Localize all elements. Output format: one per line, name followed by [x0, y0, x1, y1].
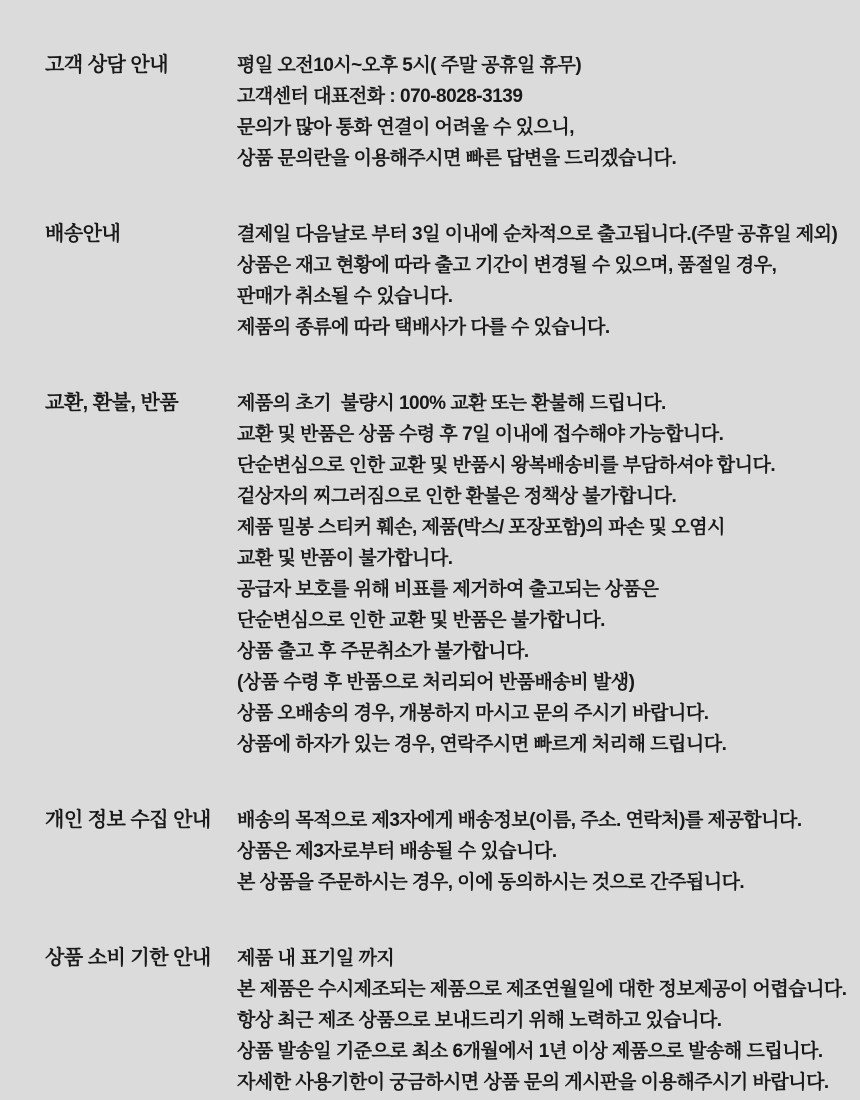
- section-text-line: 공급자 보호를 위해 비표를 제거하여 출고되는 상품은: [237, 579, 659, 600]
- section-text-line: 자세한 사용기한이 궁금하시면 상품 문의 게시판을 이용해주시기 바랍니다.: [237, 1072, 829, 1093]
- section-text-line: 겉상자의 찌그러짐으로 인한 환불은 정책상 불가합니다.: [237, 486, 677, 507]
- section-text-line: 결제일 다음날로 부터 3일 이내에 순차적으로 출고됩니다.(주말 공휴일 제외): [237, 224, 838, 245]
- section-label: 배송안내: [45, 223, 121, 245]
- section-text-line: 고객센터 대표전화 : 070-8028-3139: [237, 86, 523, 107]
- section-text-line: 상품 문의란을 이용해주시면 빠른 답변을 드리겠습니다.: [237, 148, 677, 169]
- section-text-line: 단순변심으로 인한 교환 및 반품은 불가합니다.: [237, 610, 605, 631]
- section-body: [237, 943, 860, 1098]
- notice-section: [45, 805, 860, 898]
- section-text-line: 본 상품을 주문하시는 경우, 이에 동의하시는 것으로 간주됩니다.: [237, 872, 745, 893]
- notice-sections: [45, 50, 860, 1098]
- notice-section: [45, 388, 860, 760]
- section-text-line: 항상 최근 제조 상품으로 보내드리기 위해 노력하고 있습니다.: [237, 1010, 722, 1031]
- section-text-line: 상품은 제3자로부터 배송될 수 있습니다.: [237, 841, 557, 862]
- section-text-line: 상품 출고 후 주문취소가 불가합니다.: [237, 641, 529, 662]
- section-text-line: 제품의 초기 불량시 100% 교환 또는 환불해 드립니다.: [237, 393, 666, 414]
- section-body: [237, 50, 860, 174]
- section-text-line: 교환 및 반품은 상품 수령 후 7일 이내에 접수해야 가능합니다.: [237, 424, 724, 445]
- section-body: [237, 388, 860, 760]
- section-text-line: 판매가 취소될 수 있습니다.: [237, 286, 453, 307]
- notice-section: [45, 943, 860, 1098]
- section-label: 고객 상담 안내: [45, 54, 169, 76]
- section-text-line: 평일 오전10시~오후 5시( 주말 공휴일 휴무): [237, 55, 582, 76]
- notice-section: [45, 50, 860, 174]
- section-text-line: 상품에 하자가 있는 경우, 연락주시면 빠르게 처리해 드립니다.: [237, 734, 727, 755]
- section-text-line: 교환 및 반품이 불가합니다.: [237, 548, 453, 569]
- section-text-line: 상품 발송일 기준으로 최소 6개월에서 1년 이상 제품으로 발송해 드립니다.: [237, 1041, 823, 1062]
- section-text-line: 상품은 재고 현황에 따라 출고 기간이 변경될 수 있으며, 품절일 경우,: [237, 255, 777, 276]
- section-text-line: 상품 오배송의 경우, 개봉하지 마시고 문의 주시기 바랍니다.: [237, 703, 709, 724]
- section-text-line: 제품의 종류에 따라 택배사가 다를 수 있습니다.: [237, 317, 610, 338]
- section-text-line: 단순변심으로 인한 교환 및 반품시 왕복배송비를 부담하셔야 합니다.: [237, 455, 776, 476]
- section-text-line: 본 제품은 수시제조되는 제품으로 제조연월일에 대한 정보제공이 어렵습니다.: [237, 979, 847, 1000]
- section-label: 상품 소비 기한 안내: [45, 947, 211, 969]
- section-body: [237, 805, 860, 898]
- notice-section: [45, 219, 860, 343]
- section-text-line: 배송의 목적으로 제3자에게 배송정보(이름, 주소. 연락처)를 제공합니다.: [237, 810, 802, 831]
- section-text-line: 제품 내 표기일 까지: [237, 948, 395, 969]
- section-text-line: (상품 수령 후 반품으로 처리되어 반품배송비 발생): [237, 672, 635, 693]
- section-body: [237, 219, 860, 343]
- section-text-line: 제품 밀봉 스티커 훼손, 제품(박스/ 포장포함)의 파손 및 오염시: [237, 517, 725, 538]
- section-label: 개인 정보 수집 안내: [45, 809, 211, 831]
- section-label: 교환, 환불, 반품: [45, 392, 179, 414]
- section-text-line: 문의가 많아 통화 연결이 어려울 수 있으니,: [237, 117, 574, 138]
